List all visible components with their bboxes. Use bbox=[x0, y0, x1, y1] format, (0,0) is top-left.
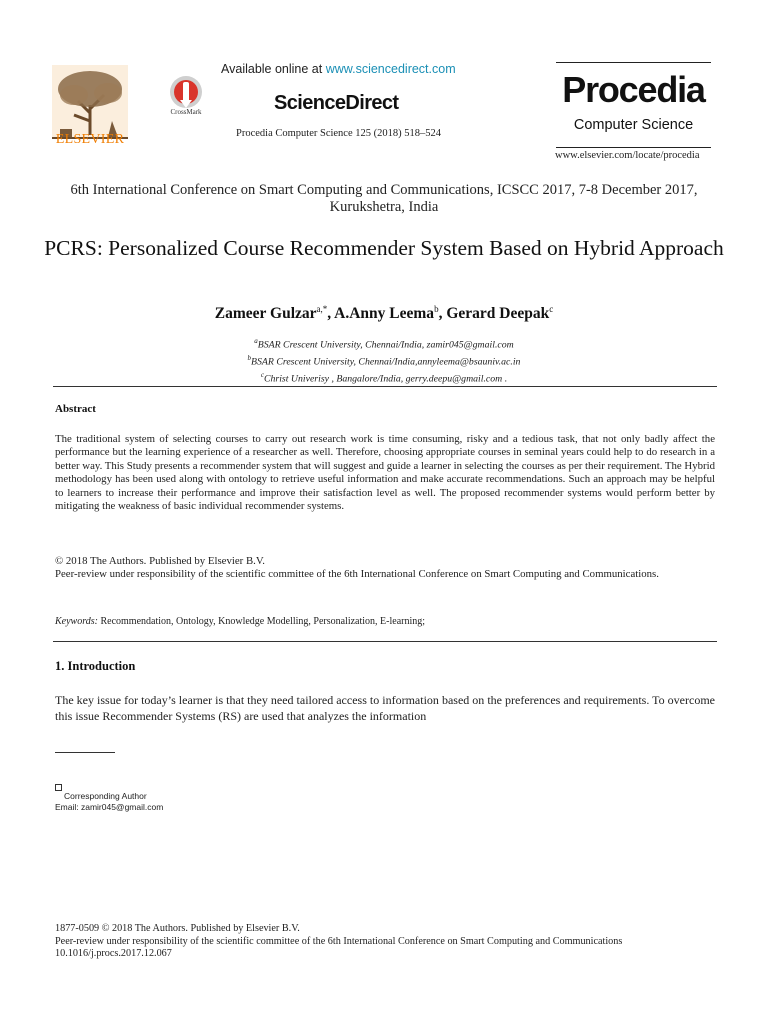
affiliation-line bbox=[40, 352, 728, 369]
abstract-body: The traditional system of selecting courses to carry out research work is time consuming, risky and a tedious task, that not only badly affect the performance but the learning experience of a researcher as well. Therefore, choosing appropriate courses in seminal years could help to do research in a better way. This Study presents a recommender system that will suggest and guide a learner in selecting the courses as per their requirement. The Hybrid methodology has been used along with ontology to retrieve useful information and make accurate recommendations. Such an approach may be helpful to learners to increase their performance and improve their satisfaction level as well. The proposed recommender systems would perform better by mitigating the weakness of basic individual recommender systems. bbox=[55, 433, 715, 513]
peer-review-line: Peer-review under responsibility of the scientific committee of the 6th International Conference on Smart Computing and Communications. bbox=[55, 568, 659, 581]
journal-url-link[interactable]: www.elsevier.com/locate/procedia bbox=[555, 150, 700, 161]
author-affil-mark: a,* bbox=[316, 304, 328, 314]
author-name: Gerard Deepak bbox=[446, 305, 550, 323]
crossmark-label: CrossMark bbox=[170, 108, 202, 116]
footnote-email: Email: zamir045@gmail.com bbox=[55, 802, 164, 812]
abstract-heading: Abstract bbox=[55, 403, 96, 415]
affiliation-mark: c bbox=[260, 370, 264, 379]
affiliations bbox=[40, 335, 728, 385]
available-online-line bbox=[221, 62, 456, 76]
journal-citation: Procedia Computer Science 125 (2018) 518–524 bbox=[236, 128, 441, 139]
footnote-corresponding-author: Corresponding Author bbox=[64, 791, 147, 801]
affiliation-line bbox=[40, 335, 728, 352]
affiliation-line bbox=[40, 369, 728, 386]
procedia-wordmark: Procedia bbox=[562, 69, 705, 110]
keywords-label: Keywords: bbox=[55, 616, 98, 627]
affiliation-text: Christ Univerisy , Bangalore/India, gerry.deepu@gmail.com . bbox=[263, 372, 508, 384]
affiliation-mark: a bbox=[254, 337, 258, 345]
elsevier-wordmark: ELSEVIER bbox=[55, 132, 125, 147]
keywords-line bbox=[55, 616, 715, 627]
divider bbox=[53, 386, 717, 387]
footnote-rule bbox=[55, 752, 115, 753]
sciencedirect-link[interactable]: www.sciencedirect.com bbox=[325, 62, 456, 76]
section-heading-introduction: 1. Introduction bbox=[55, 659, 136, 673]
sciencedirect-wordmark: ScienceDirect bbox=[274, 92, 399, 114]
affiliation-text: BSAR Crescent University, Chennai/India, zamir045@gmail.com bbox=[257, 339, 514, 351]
author-affil-mark: b bbox=[434, 304, 439, 314]
procedia-subtitle: Computer Science bbox=[573, 117, 694, 133]
copyright-block bbox=[55, 555, 715, 582]
page-footer bbox=[55, 923, 735, 961]
paper-title: PCRS: Personalized Course Recommender System Based on Hybrid Approach bbox=[44, 236, 724, 260]
author-affil-mark: c bbox=[549, 304, 554, 314]
affiliation-mark: b bbox=[247, 353, 252, 362]
available-prefix: Available online at bbox=[221, 62, 326, 76]
divider bbox=[53, 641, 717, 642]
footer-doi[interactable]: 10.1016/j.procs.2017.12.067 bbox=[55, 948, 172, 959]
author-name: A.Anny Leema bbox=[334, 305, 435, 323]
introduction-body: The key issue for today’s learner is that they need tailored access to information based on the preferences and requirements. To overcome this issue Recommender Systems (RS) are used that analyzes the information bbox=[55, 693, 715, 723]
conference-line: 6th International Conference on Smart Computing and Communications, ICSCC 2017, 7-8 December 2017, Kurukshetra, India bbox=[70, 182, 698, 215]
footnote-marker-icon bbox=[55, 784, 62, 791]
author-list: Zameer Gulzar$^{a,*}$, A.Anny Leema$^b$, Gerard Deepak$^c$ bbox=[214, 304, 554, 323]
keywords-list: Recommendation, Ontology, Knowledge Modelling, Personalization, E-learning; bbox=[100, 616, 426, 627]
footer-issn: 1877-0509 © 2018 The Authors. Published by Elsevier B.V. bbox=[55, 923, 300, 934]
author-name: Zameer Gulzar bbox=[214, 305, 317, 323]
copyright-line: © 2018 The Authors. Published by Elsevier B.V. bbox=[55, 555, 265, 567]
affiliation-text: BSAR Crescent University, Chennai/India,annyleema@bsauniv.ac.in bbox=[251, 356, 521, 368]
footer-peer-review: Peer-review under responsibility of the scientific committee of the 6th International Conference on Smart Computing and Communications bbox=[55, 935, 623, 947]
